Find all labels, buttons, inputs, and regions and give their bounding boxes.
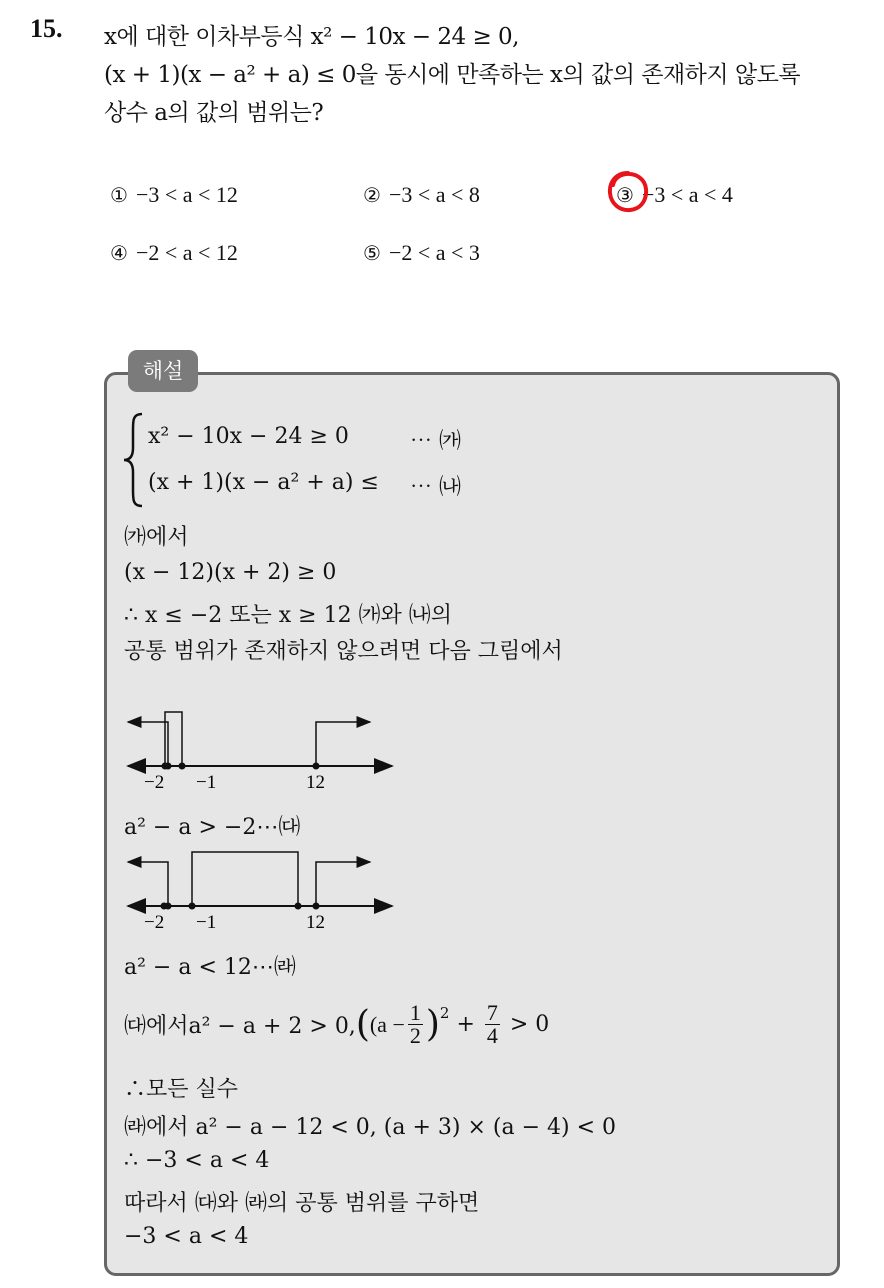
step7-close: ) — [425, 1003, 440, 1045]
question-line-2: (x + 1)(x − a² + a) ≤ 0을 동시에 만족하는 x의 값의 존재하지 않도록 — [104, 62, 801, 88]
solution-step-1: ㈎에서 — [124, 525, 189, 550]
option-3-symbol: ③ — [616, 183, 634, 207]
point-minus1 — [179, 763, 186, 770]
option-4-text: −2 < a < 12 — [135, 240, 238, 265]
solution-step-2: (x − 12)(x + 2) ≥ 0 — [124, 560, 337, 585]
point-12 — [313, 903, 320, 910]
point-12 — [313, 763, 320, 770]
solution-step-9: ㈑에서 a² − a − 12 < 0, (a + 3) × (a − 4) < 0 — [124, 1115, 617, 1140]
region-x-ge-12 — [316, 862, 370, 906]
solution-step-11: 따라서 ㈐와 ㈑의 공통 범위를 구하면 — [124, 1191, 480, 1216]
option-5[interactable] — [363, 240, 480, 266]
answer-mark-circle — [606, 170, 650, 214]
option-1-text: −3 < a < 12 — [135, 182, 238, 207]
region-wide-interval — [192, 852, 298, 906]
system-line-2: (x + 1)(x − a² + a) ≤ — [148, 470, 379, 495]
region-x-le-minus2 — [128, 862, 168, 906]
question-line-3: 상수 a의 값의 범위는? — [104, 100, 324, 126]
system-label-2: ⋯ ㈏ — [410, 475, 461, 500]
system-brace — [120, 410, 146, 510]
tick-label-minus1: −1 — [196, 772, 217, 793]
solution-tag: 해설 — [128, 350, 198, 392]
point-minus1 — [189, 903, 196, 910]
option-1[interactable] — [110, 182, 238, 208]
option-2[interactable] — [363, 182, 480, 208]
system-label-1: ⋯ ㈎ — [410, 429, 461, 454]
option-2-symbol: ② — [363, 183, 381, 207]
tick-label-minus2: −2 — [144, 772, 165, 793]
system-line-1: x² − 10x − 24 ≥ 0 — [148, 424, 349, 449]
solution-step-8: ∴모든 실수 — [124, 1077, 239, 1102]
step7-plus: + — [449, 1012, 482, 1037]
tick-label-12: 12 — [306, 772, 325, 793]
step7-frac1-num: 1 — [409, 1000, 421, 1025]
solution-step-5: a² − a > −2⋯㈐ — [124, 815, 301, 840]
option-1-symbol: ① — [110, 183, 128, 207]
step7-fraction-1 — [408, 1002, 423, 1047]
tick-label-minus1: −1 — [196, 912, 217, 933]
step7-paren-text: (a − — [369, 1011, 405, 1037]
option-2-text: −3 < a < 8 — [388, 182, 480, 207]
question-line-1: x에 대한 이차부등식 x² − 10x − 24 ≥ 0, — [104, 24, 519, 50]
step7-fraction-2 — [485, 1002, 500, 1047]
option-4[interactable] — [110, 240, 238, 266]
option-3-text: −3 < a < 4 — [641, 182, 733, 207]
region-x-ge-12 — [316, 722, 370, 766]
question-number: 15. — [30, 14, 63, 43]
solution-step-7: ㈐에서a² − a + 2 > 0, ( (a − $\frac{1}{2}$ ) $^2$ + $\frac{7}{4}$ > 0 — [124, 1000, 550, 1048]
point-a-right — [295, 903, 302, 910]
step7-exponent: 2 — [439, 1004, 450, 1022]
step7-frac1-den: 2 — [409, 1023, 421, 1048]
step7-prefix: ㈐에서a² − a + 2 > 0, — [124, 1014, 356, 1039]
option-5-symbol: ⑤ — [363, 241, 381, 265]
solution-step-3: ∴ x ≤ −2 또는 x ≥ 12 ㈎와 ㈏의 — [124, 603, 453, 628]
solution-step-10: ∴ −3 < a < 4 — [124, 1148, 270, 1173]
solution-step-6: a² − a < 12⋯㈑ — [124, 955, 296, 980]
solution-step-4: 공통 범위가 존재하지 않으려면 다음 그림에서 — [124, 639, 563, 664]
step7-tail: > 0 — [502, 1012, 550, 1037]
number-line-figure-1 — [120, 706, 400, 796]
solution-step-12: −3 < a < 4 — [124, 1224, 249, 1249]
step7-frac2-num: 7 — [486, 1000, 498, 1025]
option-5-text: −2 < a < 3 — [388, 240, 480, 265]
region-x-le-minus2 — [128, 722, 168, 766]
tick-label-12: 12 — [306, 912, 325, 933]
number-line-figure-2 — [120, 846, 400, 936]
step7-frac2-den: 4 — [486, 1023, 498, 1048]
tick-label-minus2: −2 — [144, 912, 165, 933]
option-4-symbol: ④ — [110, 241, 128, 265]
